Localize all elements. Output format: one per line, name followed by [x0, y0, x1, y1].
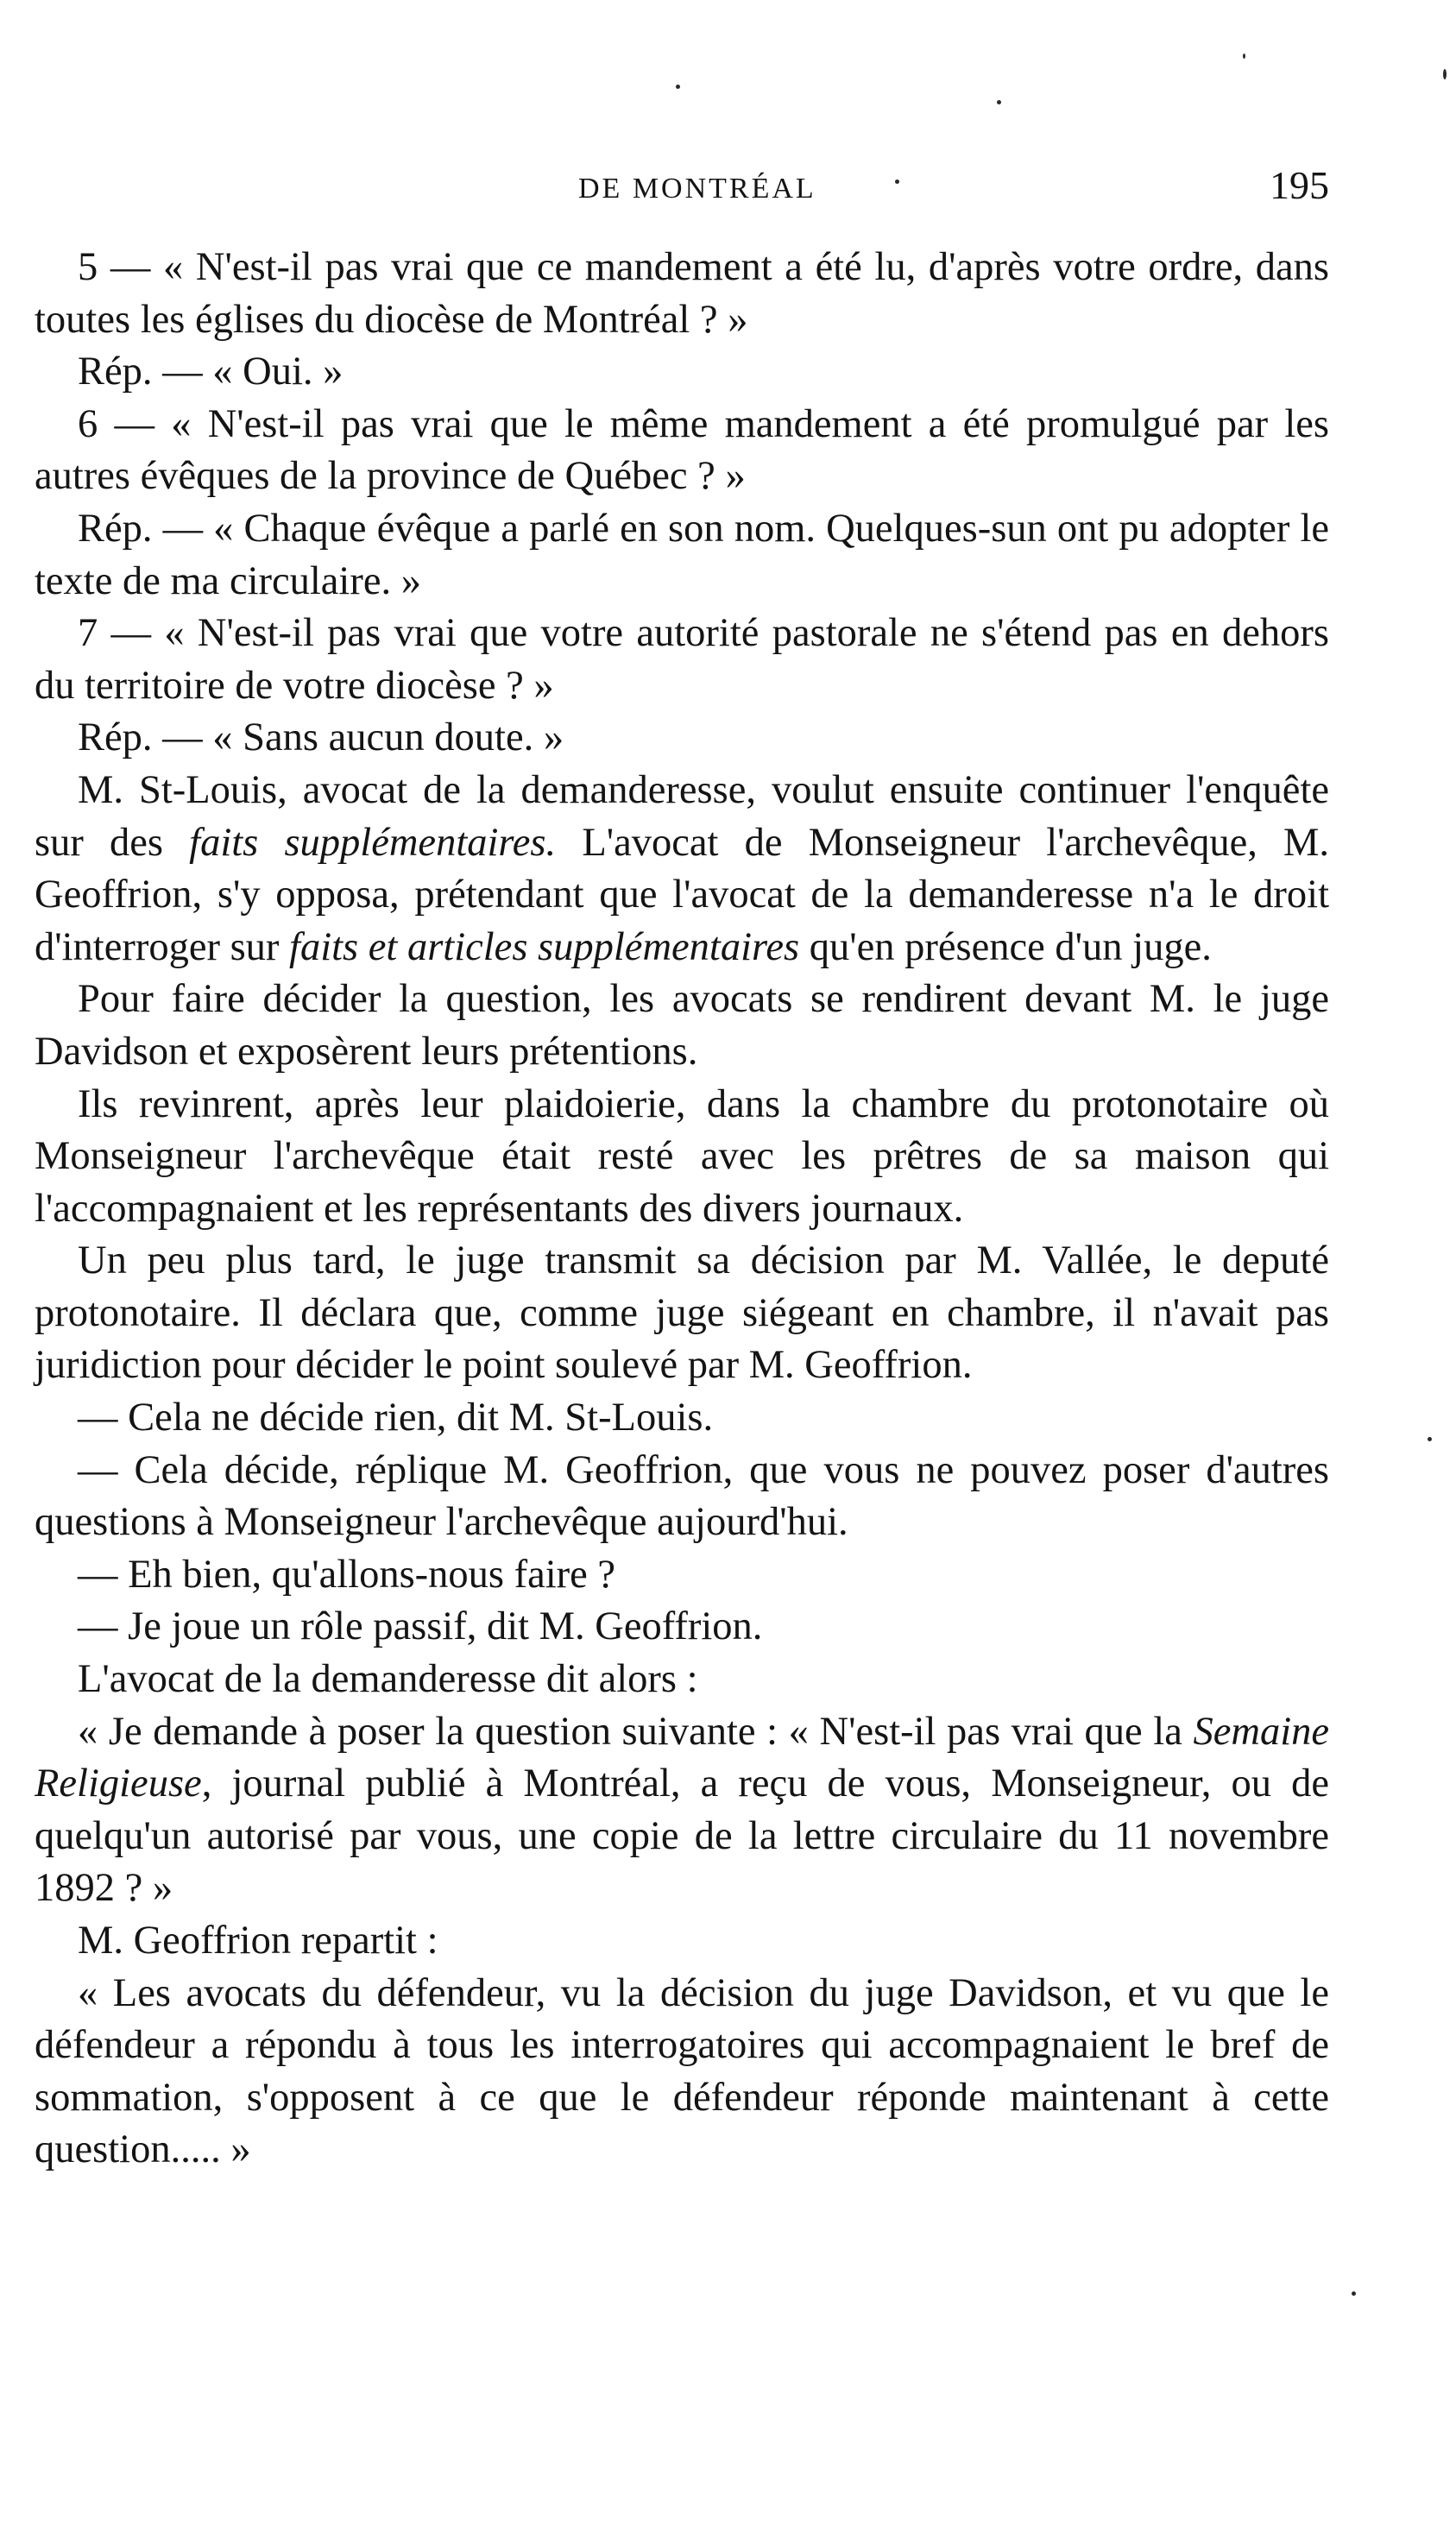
body-text — [35, 242, 1329, 2177]
paragraph: « Les avocats du défendeur, vu la décision du juge Davidson, et vu que le défendeur a répondu à tous les interrogatoires qui accompagnaient le bref de sommation, s'opposent à ce que le défendeur réponde maintenant à cette question..... » — [35, 1970, 1329, 2172]
text-run: , journal publié à Montréal, a reçu de vous, Monseigneur, ou de quelqu'un autorisé par vous, une copie de la lettre circulaire du 11 novembre 1892 ? » — [35, 1762, 1329, 1911]
paragraph: 7 — « N'est-il pas vrai que votre autorité pastorale ne s'étend pas en dehors du territoire de votre diocèse ? » — [35, 611, 1329, 708]
italic-phrase: faits et articles supplémentaires — [289, 924, 800, 969]
paragraph: Pour faire décider la question, les avocats se rendirent devant M. le juge Davidson et exposèrent leurs prétentions. — [35, 977, 1329, 1074]
paragraph: — Cela ne décide rien, dit M. St-Louis. — [78, 1396, 714, 1440]
paragraph: — Je joue un rôle passif, dit M. Geoffrion. — [78, 1604, 763, 1649]
print-speck — [997, 100, 1001, 104]
print-speck — [1243, 54, 1245, 59]
paragraph: L'avocat de la demanderesse dit alors : — [78, 1657, 698, 1702]
paragraph: 6 — « N'est-il pas vrai que le même mandement a été promulgué par les autres évêques de la province de Québec ? » — [35, 401, 1329, 499]
italic-phrase: Semaine Religieuse — [35, 1709, 1329, 1806]
paragraph — [35, 1706, 1329, 1915]
text-run: L'avocat de Monseigneur l'archevêque, M. Geoffrion, s'y opposa, prétendant que l'avocat de la demanderesse n'a le droit d'interroger sur — [35, 820, 1329, 969]
text-run: « Je demande à poser la question suivante : « N'est-il pas vrai que la — [78, 1709, 1194, 1754]
text-run: M. St-Louis, avocat de la demanderesse, voulut ensuite continuer l'enquête sur des — [35, 767, 1329, 865]
paragraph — [35, 765, 1329, 974]
print-speck — [1428, 1437, 1432, 1441]
running-head: DE MONTRÉAL — [578, 173, 816, 205]
paragraph: Un peu plus tard, le juge transmit sa décision par M. Vallée, le deputé protonotaire. Il déclara que, comme juge siégeant en chambre, il n'avait pas juridiction pour décider le point soulevé par M. Geoffrion. — [35, 1238, 1329, 1388]
paragraph: Rép. — « Oui. » — [78, 350, 344, 394]
paragraph: — Cela décide, réplique M. Geoffrion, que vous ne pouvez poser d'autres questions à Monseigneur l'archevêque aujourd'hui. — [35, 1447, 1329, 1545]
paragraph: Rép. — « Sans aucun doute. » — [78, 715, 564, 760]
page-number: 195 — [1270, 163, 1329, 207]
page-header — [35, 162, 1329, 214]
italic-phrase: faits supplémentaires. — [189, 820, 557, 865]
paragraph: 5 — « N'est-il pas vrai que ce mandement a été lu, d'après votre ordre, dans toutes les églises du diocèse de Montréal ? » — [35, 245, 1329, 342]
paragraph: Rép. — « Chaque évêque a parlé en son nom. Quelques-sun ont pu adopter le texte de ma circulaire. » — [35, 506, 1329, 603]
paragraph: M. Geoffrion repartit : — [78, 1919, 438, 1963]
print-speck — [1352, 2291, 1356, 2296]
paragraph: — Eh bien, qu'allons-nous faire ? — [78, 1552, 616, 1597]
print-speck — [1443, 69, 1447, 79]
text-run: qu'en présence d'un juge. — [799, 924, 1212, 969]
print-speck — [676, 85, 680, 89]
paragraph: Ils revinrent, après leur plaidoierie, dans la chambre du protonotaire où Monseigneur l'archevêque était resté avec les prêtres de sa maison qui l'accompagnaient et les représentants des divers journaux. — [35, 1081, 1329, 1231]
